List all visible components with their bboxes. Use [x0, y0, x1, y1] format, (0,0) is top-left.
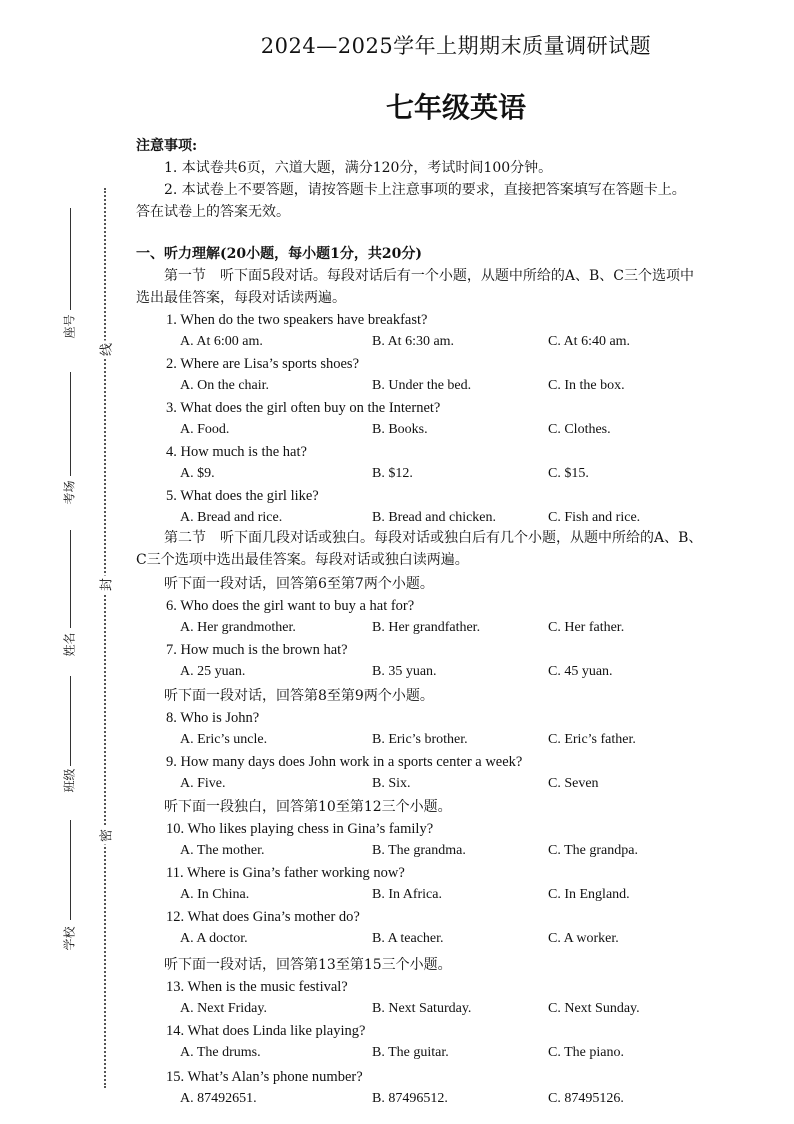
question-stem: 10. Who likes playing chess in Gina’s family? — [166, 821, 434, 837]
option-c: C. The piano. — [548, 1045, 624, 1060]
exam-title: 2024—2025学年上期期末质量调研试题 — [260, 34, 652, 58]
question-stem: 1. When do the two speakers have breakfast? — [166, 312, 428, 328]
seal-dotted-line — [104, 188, 106, 1088]
part1-instruction: 第一节 听下面5段对话。每段对话后有一个小题，从题中所给的A、B、C三个选项中 — [164, 268, 695, 284]
seal-char-mi: 密 — [96, 827, 115, 845]
name-line — [70, 530, 71, 628]
option-a: A. Her grandmother. — [180, 620, 296, 635]
seat-number-line — [70, 208, 71, 310]
question-stem: 13. When is the music festival? — [166, 979, 348, 995]
option-a: A. The mother. — [180, 843, 265, 858]
option-b: B. At 6:30 am. — [372, 334, 455, 349]
part2-instruction-cont: C三个选项中选出最佳答案。每段对话或独白读两遍。 — [136, 552, 469, 568]
option-c: C. Her father. — [548, 620, 625, 635]
class-label: 班级 — [62, 768, 77, 793]
school-label: 学校 — [62, 926, 77, 951]
question-stem: 12. What does Gina’s mother do? — [166, 909, 360, 925]
question-stem: 7. How much is the brown hat? — [166, 642, 348, 658]
option-b: B. $12. — [372, 466, 413, 481]
option-a: A. A doctor. — [180, 931, 248, 946]
instruction-q10-12: 听下面一段独白，回答第10至第12三个小题。 — [164, 799, 452, 815]
option-c: C. The grandpa. — [548, 843, 638, 858]
question-stem: 15. What’s Alan’s phone number? — [166, 1069, 363, 1085]
question-stem: 9. How many days does John work in a sports center a week? — [166, 754, 523, 770]
option-b: B. Bread and chicken. — [372, 510, 497, 525]
option-b: B. 87496512. — [372, 1091, 448, 1106]
option-c: C. In England. — [548, 887, 630, 902]
question-stem: 3. What does the girl often buy on the Internet? — [166, 400, 441, 416]
seal-char-xian: 线 — [96, 341, 115, 359]
part1-instruction-cont: 选出最佳答案，每段对话读两遍。 — [136, 290, 346, 306]
option-c: C. Seven — [548, 776, 599, 791]
binding-margin — [0, 0, 120, 1124]
option-c: C. Eric’s father. — [548, 732, 636, 747]
option-c: C. 87495126. — [548, 1091, 624, 1106]
option-c: C. In the box. — [548, 378, 625, 393]
notes-item-2: 2. 本试卷上不要答题，请按答题卡上注意事项的要求，直接把答案填写在答题卡上。 — [164, 182, 686, 198]
question-stem: 11. Where is Gina’s father working now? — [166, 865, 405, 881]
option-a: A. In China. — [180, 887, 250, 902]
option-a: A. Food. — [180, 422, 230, 437]
option-a: A. Five. — [180, 776, 226, 791]
option-a: A. Eric’s uncle. — [180, 732, 268, 747]
option-a: A. Next Friday. — [180, 1001, 267, 1016]
notes-item-2-cont: 答在试卷上的答案无效。 — [136, 204, 290, 220]
option-c: C. $15. — [548, 466, 589, 481]
instruction-q6-7: 听下面一段对话，回答第6至第7两个小题。 — [164, 576, 434, 592]
question-stem: 14. What does Linda like playing? — [166, 1023, 366, 1039]
option-c: C. A worker. — [548, 931, 619, 946]
name-label: 姓名 — [62, 632, 77, 657]
option-b: B. In Africa. — [372, 887, 442, 902]
part2-instruction: 第二节 听下面几段对话或独白。每段对话或独白后有几个小题，从题中所给的A、B、 — [164, 530, 703, 546]
question-stem: 5. What does the girl like? — [166, 488, 319, 504]
option-c: C. At 6:40 am. — [548, 334, 631, 349]
option-b: B. Six. — [372, 776, 411, 791]
subject-title: 七年级英语 — [385, 91, 526, 124]
question-stem: 8. Who is John? — [166, 710, 260, 726]
option-a: A. 87492651. — [180, 1091, 257, 1106]
question-stem: 4. How much is the hat? — [166, 444, 307, 460]
instruction-q13-15: 听下面一段对话，回答第13至第15三个小题。 — [164, 957, 452, 973]
option-b: B. Next Saturday. — [372, 1001, 472, 1016]
option-a: A. $9. — [180, 466, 215, 481]
option-c: C. 45 yuan. — [548, 664, 613, 679]
option-a: A. On the chair. — [180, 378, 270, 393]
section1-heading: 一、听力理解(20小题，每小题1分，共20分) — [136, 246, 422, 262]
school-line — [70, 820, 71, 920]
exam-room-line — [70, 372, 71, 476]
option-a: A. 25 yuan. — [180, 664, 246, 679]
question-stem: 2. Where are Lisa’s sports shoes? — [166, 356, 360, 372]
option-b: B. The guitar. — [372, 1045, 449, 1060]
notes-heading: 注意事项: — [136, 138, 198, 154]
option-c: C. Fish and rice. — [548, 510, 641, 525]
option-b: B. 35 yuan. — [372, 664, 437, 679]
option-a: A. At 6:00 am. — [180, 334, 263, 349]
question-stem: 6. Who does the girl want to buy a hat for? — [166, 598, 415, 614]
notes-item-1: 1. 本试卷共6页，六道大题，满分120分，考试时间100分钟。 — [164, 160, 553, 176]
option-c: C. Clothes. — [548, 422, 611, 437]
option-b: B. Her grandfather. — [372, 620, 481, 635]
option-c: C. Next Sunday. — [548, 1001, 640, 1016]
seal-char-feng: 封 — [96, 576, 115, 594]
option-b: B. Under the bed. — [372, 378, 472, 393]
class-line — [70, 676, 71, 766]
seat-number-label: 座号 — [62, 314, 77, 339]
option-b: B. A teacher. — [372, 931, 444, 946]
option-b: B. Books. — [372, 422, 428, 437]
option-b: B. The grandma. — [372, 843, 466, 858]
exam-room-label: 考场 — [62, 480, 77, 505]
option-a: A. The drums. — [180, 1045, 261, 1060]
option-b: B. Eric’s brother. — [372, 732, 468, 747]
instruction-q8-9: 听下面一段对话，回答第8至第9两个小题。 — [164, 688, 434, 704]
option-a: A. Bread and rice. — [180, 510, 283, 525]
